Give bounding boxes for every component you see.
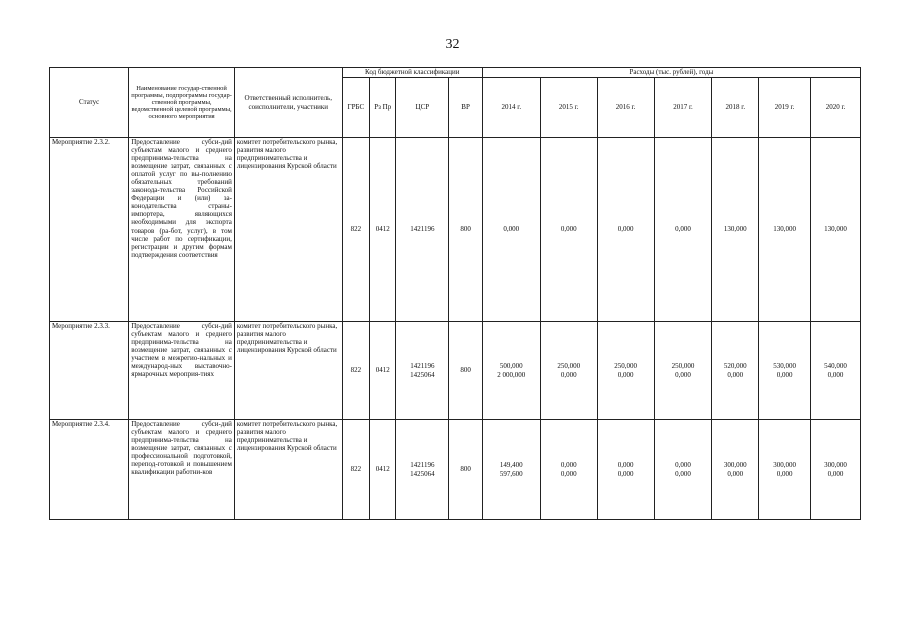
row-amount: 0,000 0,000 [654,420,712,520]
row-amount: 0,000 [540,138,597,322]
row-amount: 130,000 [759,138,811,322]
row-responsible: комитет потребительского рынка, развития малого предпринимательства и лицензирования Курской области [234,322,342,420]
row-amount: 520,000 0,000 [712,322,759,420]
table-row [50,322,861,420]
row-amount: 149,400 597,600 [482,420,540,520]
row-grbs: 822 [342,420,369,520]
row-name: Предоставление субси-дий субъектам малого и среднего предпринима-тельства на возмещение затрат, связанных с профессиональной подготовкой, перепод-готовкой и повышением квалификации работни-ков [129,420,235,520]
row-status: Мероприятие 2.3.4. [50,420,129,520]
row-rzpr: 0412 [370,138,396,322]
row-vr: 800 [449,322,483,420]
row-name: Предоставление субси-дий субъектам малого и среднего предпринима-тельства на возмещение затрат, связанных с участием в межрегио-нальных и международ-ных выставочно-ярмарочных мероприя-тиях [129,322,235,420]
header-row-top [50,68,861,78]
row-vr: 800 [449,138,483,322]
row-amount: 130,000 [810,138,860,322]
row-amount: 300,000 0,000 [712,420,759,520]
row-amount: 250,000 0,000 [654,322,712,420]
row-amount: 0,000 [654,138,712,322]
header-rzpr: Рз Пр [370,78,396,138]
row-csr: 1421196 1425064 [396,322,449,420]
header-year: 2016 г. [597,78,654,138]
budget-table [49,67,861,520]
row-amount: 0,000 0,000 [597,420,654,520]
header-year: 2019 г. [759,78,811,138]
row-amount: 130,000 [712,138,759,322]
row-vr: 800 [449,420,483,520]
row-amount: 540,000 0,000 [810,322,860,420]
row-amount: 250,000 0,000 [597,322,654,420]
row-amount: 250,000 0,000 [540,322,597,420]
row-rzpr: 0412 [370,322,396,420]
header-year: 2020 г. [810,78,860,138]
header-name: Наименование государ-ственной программы, подпрограммы государ-ственной программы, ведомственной целевой программы, основного мероприятия [129,68,235,138]
row-amount: 0,000 0,000 [540,420,597,520]
table-row [50,138,861,322]
table-row [50,420,861,520]
header-year: 2015 г. [540,78,597,138]
row-grbs: 822 [342,322,369,420]
row-amount: 530,000 0,000 [759,322,811,420]
header-responsible: Ответственный исполнитель, соисполнители, участники [234,68,342,138]
row-amount: 0,000 [597,138,654,322]
header-status: Статус [50,68,129,138]
row-status: Мероприятие 2.3.3. [50,322,129,420]
row-responsible: комитет потребительского рынка, развития малого предпринимательства и лицензирования Курской области [234,420,342,520]
header-csr: ЦСР [396,78,449,138]
row-csr: 1421196 [396,138,449,322]
header-year: 2017 г. [654,78,712,138]
header-expenses-group: Расходы (тыс. рублей), годы [482,68,860,78]
row-csr: 1421196 1425064 [396,420,449,520]
header-year: 2014 г. [482,78,540,138]
row-responsible: комитет потребительского рынка, развития малого предпринимательства и лицензирования Курской области [234,138,342,322]
header-vr: ВР [449,78,483,138]
row-status: Мероприятие 2.3.2. [50,138,129,322]
row-amount: 0,000 [482,138,540,322]
header-grbs: ГРБС [342,78,369,138]
row-grbs: 822 [342,138,369,322]
row-amount: 500,000 2 000,000 [482,322,540,420]
page-number: 32 [445,37,460,52]
header-budget-code-group: Код бюджетной классификации [342,68,482,78]
row-amount: 300,000 0,000 [810,420,860,520]
row-amount: 300,000 0,000 [759,420,811,520]
header-year: 2018 г. [712,78,759,138]
row-name: Предоставление субси-дий субъектам малого и среднего предпринима-тельства на возмещение затрат, связанных с оплатой услуг по вы-полнению обязательных требований законода-тельства Российской Федерации и (или) за-конодательства страны-импортера, являющихся необходимыми для экспорта товаров (ра-бот, услуг), в том числе работ по сертификации, регистрации и другим формам подтверждения соответствия [129,138,235,322]
row-rzpr: 0412 [370,420,396,520]
